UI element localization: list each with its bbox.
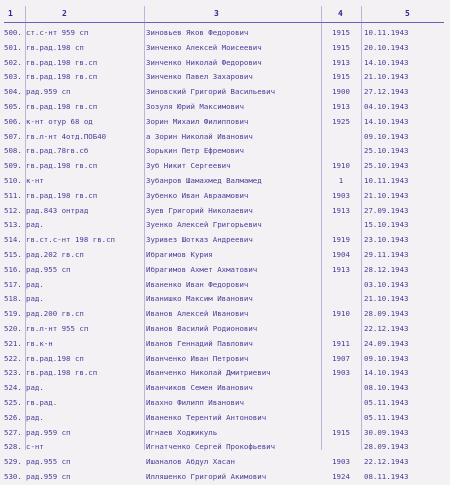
record-date: 21.10.1943 (364, 72, 409, 82)
record-unit: рад. (26, 383, 44, 393)
record-unit: гв.рад.198 гв.сп (26, 57, 98, 67)
record-date: 27.12.1943 (364, 87, 409, 97)
record-name: Иванишко Максим Иванович (146, 294, 253, 304)
record-number: 515. (4, 249, 22, 259)
record-number: 526. (4, 412, 22, 422)
record-number: 508. (4, 146, 22, 156)
table-header (0, 6, 450, 22)
table-row (0, 278, 450, 293)
record-number: 512. (4, 205, 22, 215)
table-row (0, 396, 450, 411)
record-name: Иваненко Терентий Антонович (146, 412, 267, 422)
table-row (0, 189, 450, 204)
table-row (0, 455, 450, 470)
record-number: 525. (4, 397, 22, 407)
record-birth-year: 1910 (332, 309, 350, 319)
table-row (0, 307, 450, 322)
record-unit: рад.959 сп (26, 427, 71, 437)
record-name: Зорин Михаил Филиппович (146, 116, 249, 126)
table-row (0, 470, 450, 485)
record-name: Ибрагимов Курия (146, 249, 213, 259)
record-birth-year: 1900 (332, 87, 350, 97)
record-unit: рад.843 онтрад (26, 205, 89, 215)
record-number: 509. (4, 161, 22, 171)
header-col-3: 3 (214, 9, 219, 18)
record-number: 527. (4, 427, 22, 437)
header-col-2: 2 (62, 9, 67, 18)
record-name: Игнаев Ходжикуль (146, 427, 218, 437)
record-date: 14.10.1943 (364, 368, 409, 378)
record-number: 502. (4, 57, 22, 67)
record-unit: гв.рад.198 гв.сп (26, 101, 98, 111)
record-date: 21.10.1943 (364, 294, 409, 304)
record-name: Иванов Геннадий Павлович (146, 338, 253, 348)
record-birth-year: 1903 (332, 190, 350, 200)
record-unit: гв.ст.с-нт 198 гв.сп (26, 235, 115, 245)
record-number: 506. (4, 116, 22, 126)
record-unit: рад. (26, 412, 44, 422)
record-name: Зинченко Николай Федорович (146, 57, 262, 67)
record-number: 521. (4, 338, 22, 348)
record-date: 08.11.1943 (364, 471, 409, 481)
record-date: 14.10.1943 (364, 57, 409, 67)
record-number: 519. (4, 309, 22, 319)
record-birth-year: 1903 (332, 457, 350, 467)
record-unit: гв.рад.198 сп (26, 353, 84, 363)
table-row (0, 248, 450, 263)
record-birth-year: 1911 (332, 338, 350, 348)
record-unit: рад. (26, 279, 44, 289)
record-unit: рад.202 гв.сп (26, 249, 84, 259)
record-number: 530. (4, 471, 22, 481)
record-name: Иванов Алексей Иванович (146, 309, 249, 319)
record-birth-year: 1924 (332, 471, 350, 481)
record-number: 503. (4, 72, 22, 82)
record-number: 522. (4, 353, 22, 363)
record-unit: гв.к-н (26, 338, 53, 348)
record-unit: рад. (26, 220, 44, 230)
table-row (0, 85, 450, 100)
record-date: 22.12.1943 (364, 457, 409, 467)
record-date: 10.11.1943 (364, 28, 409, 37)
record-date: 09.10.1943 (364, 131, 409, 141)
record-date: 21.10.1943 (364, 190, 409, 200)
header-col-5: 5 (405, 9, 410, 18)
header-rule (4, 22, 444, 23)
header-col-1: 1 (8, 9, 13, 18)
record-unit: рад.955 сп (26, 264, 71, 274)
record-date: 05.11.1943 (364, 397, 409, 407)
table-row (0, 426, 450, 441)
table-row (0, 352, 450, 367)
record-name: а Зорин Николай Иванович (146, 131, 253, 141)
record-date: 28.12.1943 (364, 264, 409, 274)
record-unit: рад.959 сп (26, 87, 71, 97)
table-row (0, 381, 450, 396)
record-name: Иваненко Иван Федорович (146, 279, 249, 289)
record-birth-year: 1915 (332, 42, 350, 52)
record-date: 30.09.1943 (364, 427, 409, 437)
record-birth-year: 1903 (332, 368, 350, 378)
record-number: 524. (4, 383, 22, 393)
header-col-4: 4 (338, 9, 343, 18)
table-row (0, 115, 450, 130)
record-date: 27.09.1943 (364, 205, 409, 215)
record-number: 517. (4, 279, 22, 289)
table-row (0, 337, 450, 352)
record-date: 14.10.1943 (364, 116, 409, 126)
record-birth-year: 1915 (332, 427, 350, 437)
table-row (0, 26, 450, 41)
record-name: Зуривез Шотказ Андреевич (146, 235, 253, 245)
table-row (0, 204, 450, 219)
table-row (0, 322, 450, 337)
table-row (0, 41, 450, 56)
record-name: Иванчиков Семен Иванович (146, 383, 253, 393)
record-date: 05.11.1943 (364, 412, 409, 422)
record-name: Зорькин Петр Ефремович (146, 146, 244, 156)
record-unit: к-нт (26, 175, 44, 185)
record-unit: гв.рад.198 гв.сп (26, 161, 98, 171)
record-unit: гв.л-нт 4отд.ПОБ40 (26, 131, 107, 141)
record-name: Зубанров Шамахмед Валмамед (146, 175, 262, 185)
record-unit: гв.рад.198 гв.сп (26, 368, 98, 378)
record-number: 513. (4, 220, 22, 230)
record-unit: с-нт (26, 442, 44, 452)
record-unit: рад.200 гв.сп (26, 309, 84, 319)
table-row (0, 130, 450, 145)
record-name: Игнатченко Сергей Прокофьевич (146, 442, 276, 452)
record-number: 510. (4, 175, 22, 185)
record-name: Зозуля Юрий Максимович (146, 101, 244, 111)
record-number: 501. (4, 42, 22, 52)
table-row (0, 56, 450, 71)
record-number: 516. (4, 264, 22, 274)
table-row (0, 174, 450, 189)
record-name: Зинченко Павел Захарович (146, 72, 253, 82)
record-unit: гв.рад.78гв.сб (26, 146, 89, 156)
record-birth-year: 1904 (332, 249, 350, 259)
record-name: Ибрагимов Ахмет Ахматович (146, 264, 258, 274)
record-name: Ишаналов Абдул Хасан (146, 457, 235, 467)
record-name: Зиновский Григорий Васильевич (146, 87, 276, 97)
record-list (0, 26, 450, 485)
record-date: 10.11.1943 (364, 175, 409, 185)
record-birth-year: 1913 (332, 101, 350, 111)
record-unit: гв.рад.198 гв.сп (26, 72, 98, 82)
record-unit: гв.рад.198 сп (26, 42, 84, 52)
record-unit: ст.с-нт 959 сп (26, 28, 89, 37)
record-number: 500. (4, 28, 22, 37)
record-unit: рад.955 сп (26, 457, 71, 467)
table-row (0, 100, 450, 115)
record-name: Зиновьев Яков Федорович (146, 28, 249, 37)
record-name: Ивахно Филипп Иванович (146, 397, 244, 407)
table-row (0, 263, 450, 278)
record-birth-year: 1915 (332, 72, 350, 82)
record-date: 25.10.1943 (364, 161, 409, 171)
record-name: Илляшенко Григорий Акимович (146, 471, 267, 481)
record-unit: гв.рад.198 гв.сп (26, 190, 98, 200)
record-unit: рад.959 сп (26, 471, 71, 481)
record-date: 08.10.1943 (364, 383, 409, 393)
record-birth-year: 1925 (332, 116, 350, 126)
record-unit: гв.л-нт 955 сп (26, 323, 89, 333)
record-name: Зинченко Алексей Моисеевич (146, 42, 262, 52)
record-date: 28.09.1943 (364, 442, 409, 452)
record-unit: рад. (26, 294, 44, 304)
record-date: 24.09.1943 (364, 338, 409, 348)
record-birth-year: 1913 (332, 205, 350, 215)
record-name: Зуев Григорий Николаевич (146, 205, 253, 215)
table-row (0, 440, 450, 455)
record-date: 29.11.1943 (364, 249, 409, 259)
record-date: 03.10.1943 (364, 279, 409, 289)
record-birth-year: 1913 (332, 57, 350, 67)
record-number: 514. (4, 235, 22, 245)
record-birth-year: 1913 (332, 264, 350, 274)
record-unit: гв.рад. (26, 397, 58, 407)
table-row (0, 70, 450, 85)
record-date: 09.10.1943 (364, 353, 409, 363)
record-name: Иванов Василий Родионович (146, 323, 258, 333)
record-name: Зуенко Алексей Григорьевич (146, 220, 262, 230)
record-name: Иванченко Николай Дмитриевич (146, 368, 271, 378)
record-date: 28.09.1943 (364, 309, 409, 319)
record-number: 504. (4, 87, 22, 97)
record-birth-year: 1915 (332, 28, 350, 37)
record-number: 507. (4, 131, 22, 141)
record-date: 25.10.1943 (364, 146, 409, 156)
record-birth-year: 1907 (332, 353, 350, 363)
table-row (0, 233, 450, 248)
table-row (0, 411, 450, 426)
record-date: 04.10.1943 (364, 101, 409, 111)
record-birth-year: 1 (338, 175, 344, 185)
record-number: 528. (4, 442, 22, 452)
table-row (0, 292, 450, 307)
record-unit: к-нт отур 68 од (26, 116, 93, 126)
record-name: Иванченко Иван Петрович (146, 353, 249, 363)
record-number: 505. (4, 101, 22, 111)
record-date: 22.12.1943 (364, 323, 409, 333)
record-name: Зуб Никит Сергеевич (146, 161, 231, 171)
record-birth-year: 1910 (332, 161, 350, 171)
record-birth-year: 1919 (332, 235, 350, 245)
table-row (0, 218, 450, 233)
record-number: 518. (4, 294, 22, 304)
table-row (0, 159, 450, 174)
table-row (0, 366, 450, 381)
record-number: 511. (4, 190, 22, 200)
record-date: 15.10.1943 (364, 220, 409, 230)
record-number: 523. (4, 368, 22, 378)
table-row (0, 144, 450, 159)
record-number: 529. (4, 457, 22, 467)
record-name: Зубенко Иван Авраамович (146, 190, 249, 200)
record-date: 20.10.1943 (364, 42, 409, 52)
record-date: 23.10.1943 (364, 235, 409, 245)
record-number: 520. (4, 323, 22, 333)
